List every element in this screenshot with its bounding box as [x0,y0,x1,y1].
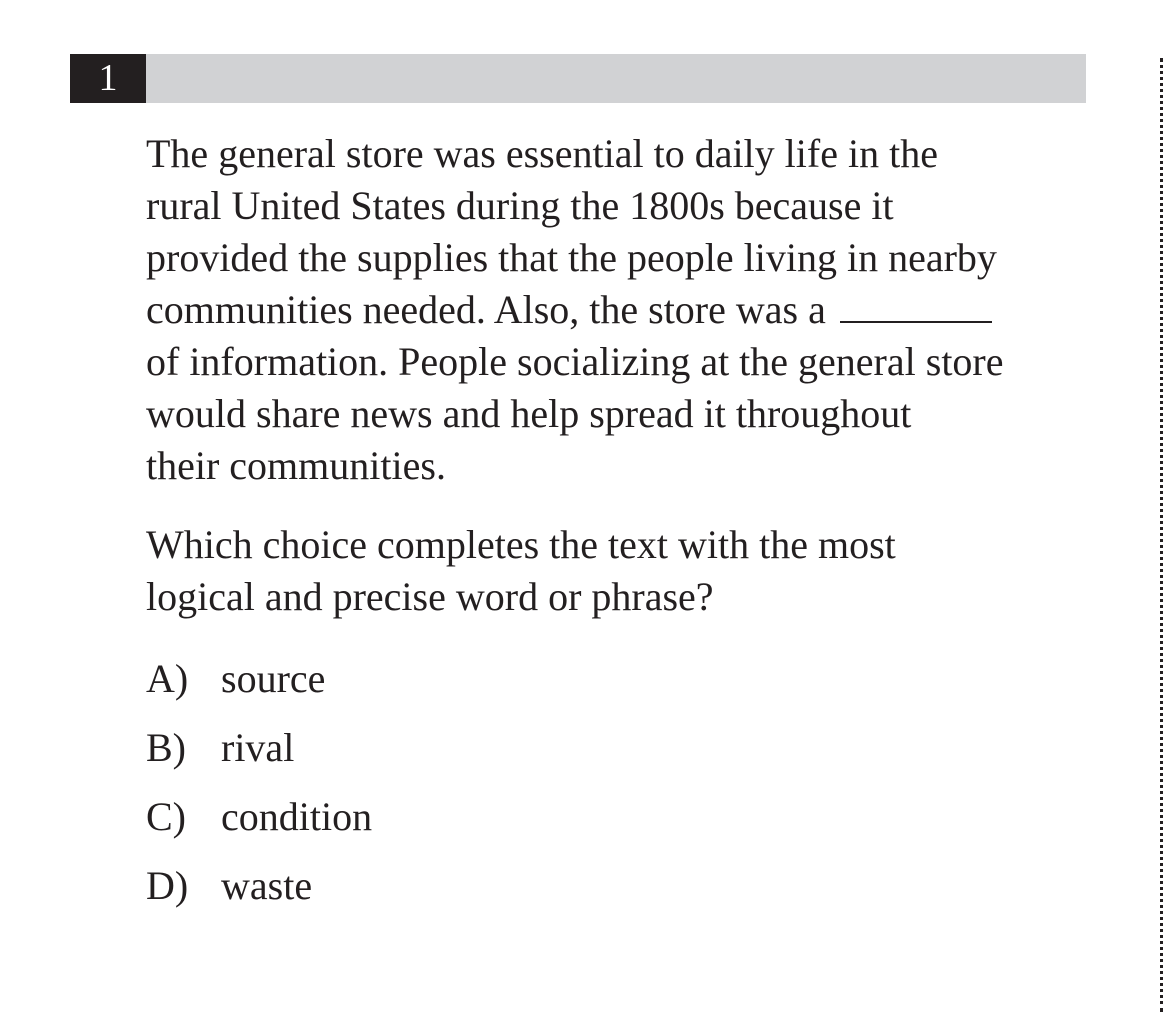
passage-line: their communities. [146,443,446,488]
choice-text: rival [221,725,295,770]
passage-line: communities needed. Also, the store was a [146,287,826,332]
question-header-bar [70,54,1086,103]
passage-line: would share news and help spread it throughout [146,391,912,436]
choice-text: condition [221,794,373,839]
passage-line: provided the supplies that the people living in nearby [146,235,997,280]
passage-line: of information. People socializing at the general store [146,339,1004,384]
choice-text: source [221,656,326,701]
choice-letter: A) [146,656,189,701]
question-prompt [146,519,1096,623]
prompt-line: logical and precise word or phrase? [146,574,714,619]
passage-text [146,128,1096,492]
choice-letter: C) [146,794,186,839]
prompt-line: Which choice completes the text with the most [146,522,896,567]
choice-letter: D) [146,863,189,908]
question-number: 1 [70,54,146,103]
answer-choice-c[interactable] [146,791,372,860]
answer-choice-d[interactable] [146,860,372,929]
answer-choices [146,653,372,929]
passage-line: The general store was essential to daily life in the [146,131,938,176]
answer-choice-b[interactable] [146,722,372,791]
choice-letter: B) [146,725,186,770]
passage-line-with-blank [146,284,1096,336]
page-column-divider [1160,58,1163,1012]
answer-blank [840,291,992,323]
answer-choice-a[interactable] [146,653,372,722]
choice-text: waste [221,863,313,908]
passage-line: rural United States during the 1800s because it [146,183,894,228]
